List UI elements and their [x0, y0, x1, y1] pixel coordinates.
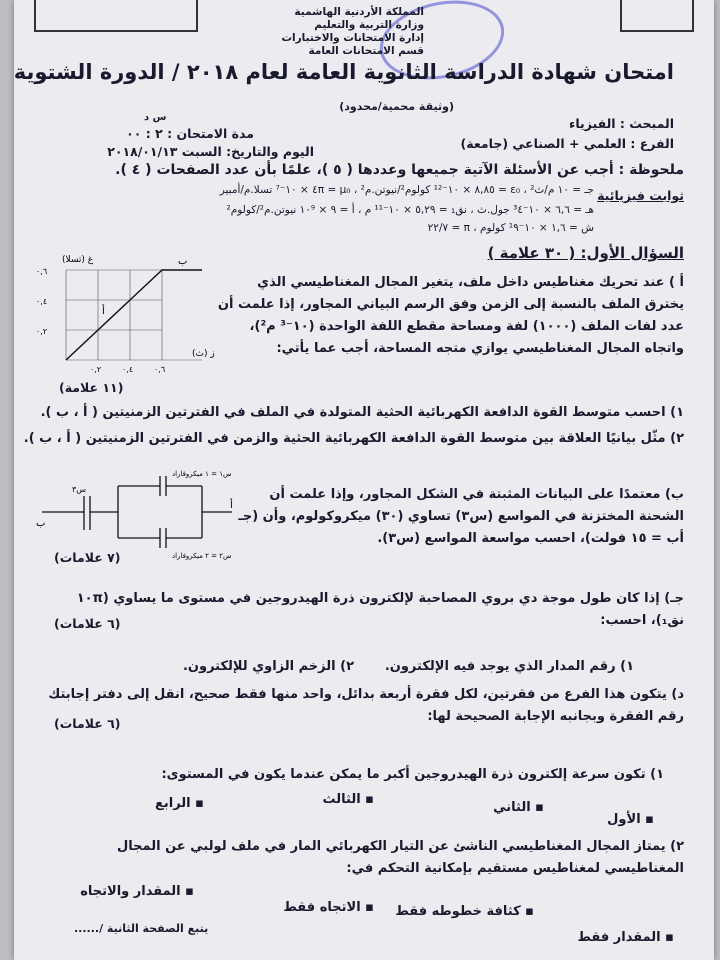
circuit-c1-label: س١ = ١ ميكروفاراد — [172, 470, 232, 478]
ministry-line: وزارة التربية والتعليم — [314, 19, 424, 31]
q1-part-a-marks: (١١ علامة) — [59, 380, 124, 395]
mcq-2-option: ▪ كثافة خطوطه فقط — [395, 904, 534, 919]
mcq-2-option: ▪ الاتجاه فقط — [283, 900, 374, 915]
q1-part-c-text: جـ) إذا كان طول موجة دي بروي المصاحبة لإلكترون ذرة الهيدروجين في مستوى ما يساوي (١٠π نق₁)، احسب: — [76, 591, 684, 628]
ministry-line: إدارة الامتحانات والاختبارات — [281, 32, 424, 44]
graph-x-label: ز (ث) — [192, 349, 215, 359]
mcq-1-stem: ١) تكون سرعة إلكترون ذرة الهيدروجين أكبر ما يمكن عندما يكون في المستوى: — [161, 767, 664, 782]
branch-label: الفرع : العلمي + الصناعي (جامعة) — [460, 136, 674, 151]
header-corner-box-left — [34, 0, 198, 32]
q1-part-c-marks: (٦ علامات) — [54, 616, 121, 631]
graph-x-tick: ٠,٤ — [122, 365, 134, 374]
page-footer: يتبع الصفحة الثانية /...... — [74, 922, 209, 935]
graph-y-tick: ٠,٤ — [36, 297, 48, 306]
graph-region-a-label: أ — [102, 306, 105, 317]
q1-part-d-marks: (٦ علامات) — [54, 716, 121, 731]
constants-line-3: ش = ١,٦ × ١٠⁻¹٩ كولوم ، π = ٢٢/٧ — [427, 222, 594, 234]
constants-line-1: جـ = ١٠ م/ث² ، ε₀ = ٨,٨٥ × ١٠⁻¹² كولوم²/نيوتن.م² ، μ₀ = ٤π × ١٠⁻⁷ تسلا.م/أمبير — [219, 184, 594, 196]
circuit-node-a: أ — [230, 500, 233, 511]
q1-part-d-text: د) يتكون هذا الفرع من فقرتين، لكل فقرة أربعة بدائل، واحد منها فقط صحيح، انقل إلى دفتر إجابتك رقم الفقرة وبجانبه الإجابة الصحيحة لها: — [48, 687, 684, 724]
date-label: اليوم والتاريخ: السبت ٢٠١٨/٠١/١٣ — [107, 144, 314, 159]
duration-value: ٢ : ٠٠ — [126, 126, 163, 141]
graph-y-tick: ٠,٦ — [36, 267, 48, 276]
mcq-1-option: ▪ الرابع — [155, 796, 204, 811]
header-corner-box-right — [620, 0, 694, 32]
graph-x-tick: ٠,٢ — [90, 365, 102, 374]
constants-label: ثوابت فيزيائية — [597, 188, 684, 203]
q1-part-c-item-2: ٢) الزخم الزاوي للإلكترون. — [182, 659, 354, 674]
circuit-c2-label: س٢ = ٢ ميكروفاراد — [172, 552, 232, 560]
instructions-note: ملحوظة : أجب عن الأسئلة الآتية جميعها وعددها ( ٥ )، علمًا بأن عدد الصفحات ( ٤ ). — [115, 162, 684, 178]
graph-x-tick: ٠,٦ — [154, 365, 166, 374]
mcq-1-option: ▪ الثالث — [322, 792, 374, 807]
subject-label: المبحث : الفيزياء — [568, 116, 674, 131]
circuit-node-b: ب — [36, 518, 46, 529]
question-1-heading: السؤال الأول: ( ٣٠ علامة ) — [487, 244, 684, 262]
graph-region-b-label: ب — [178, 256, 188, 267]
circuit-wires — [42, 476, 232, 548]
duration-row — [54, 126, 254, 141]
graph-line — [66, 270, 202, 360]
circuit-c3-label: س٣ — [72, 485, 87, 494]
exam-page — [14, 0, 714, 960]
q1-part-a-item-2: ٢) مثّل بيانيًا العلاقة بين متوسط القوة الدافعة الكهربائية الحثية والزمن في الفترتين الزمنيتين ( أ ، ب ). — [23, 431, 684, 446]
mcq-2-option: ▪ المقدار فقط — [577, 930, 674, 945]
ministry-header — [224, 6, 424, 58]
q1-part-b-marks: (٧ علامات) — [54, 550, 121, 565]
confidential-label: (وثيقة محمية/محدود) — [339, 100, 454, 113]
q1-part-b-text: ب) معتمدًا على البيانات المثبتة في الشكل المجاور، وإذا علمت أن الشحنة المختزنة في المواسع (س٣) تساوي (٣٠) ميكروكولوم، وأن (جـ أب = ١٥ فولت)، احسب مواسعة المواسع (س٣). — [238, 487, 684, 546]
field-time-graph — [32, 248, 222, 388]
mcq-1-option: ▪ الأول — [607, 812, 654, 827]
mcq-2-option: ▪ المقدار والاتجاه — [80, 884, 194, 899]
ministry-line: المملكة الأردنية الهاشمية — [294, 6, 424, 18]
q1-part-a-item-1: ١) احسب متوسط القوة الدافعة الكهربائية الحثية المتولدة في الملف في الفترتين الزمنيتين ( أ ، ب ). — [40, 405, 684, 420]
q1-part-c-item-1: ١) رقم المدار الذي يوجد فيه الإلكترون. — [384, 659, 634, 674]
constants-line-2: هـ = ٦,٦ × ١٠⁻³٤ جول.ث ، نق₁ = ٥,٢٩ × ١٠⁻¹¹ م ، أ = ٩ × ١٠⁹ نيوتن.م²/كولوم² — [226, 204, 594, 216]
exam-title: امتحان شهادة الدراسة الثانوية العامة لعام ٢٠١٨ / الدورة الشتوية — [14, 60, 674, 84]
q1-part-a-text: أ ) عند تحريك مغناطيس داخل ملف، يتغير المجال المغناطيسي الذي يخترق الملف بالنسبة إلى الزمن وفق الرسم البياني المجاور، إذا علمت أن عدد لفات الملف (١٠٠٠) لفة ومساحة مقطع اللفة الواحدة (١٠⁻³ م²)، واتجاه المجال المغناطيسي يوازي متجه المساحة، أجب عما يأتي: — [217, 275, 684, 356]
graph-y-tick: ٠,٢ — [36, 327, 48, 336]
capacitor-circuit — [32, 468, 242, 560]
mcq-2-stem: ٢) يمتاز المجال المغناطيسي الناشئ عن التيار الكهربائي المار في ملف لولبي عن المجال المغناطيسي لمغناطيس مستقيم بإمكانية التحكم في: — [116, 839, 684, 876]
ministry-line: قسم الامتحانات العامة — [308, 45, 424, 57]
mcq-1-option: ▪ الثاني — [493, 800, 544, 815]
duration-units: س د — [144, 112, 167, 123]
graph-y-label: غ (تسلا) — [62, 255, 94, 265]
duration-label: مدة الامتحان : — [167, 126, 254, 141]
graph-grid — [66, 270, 202, 360]
